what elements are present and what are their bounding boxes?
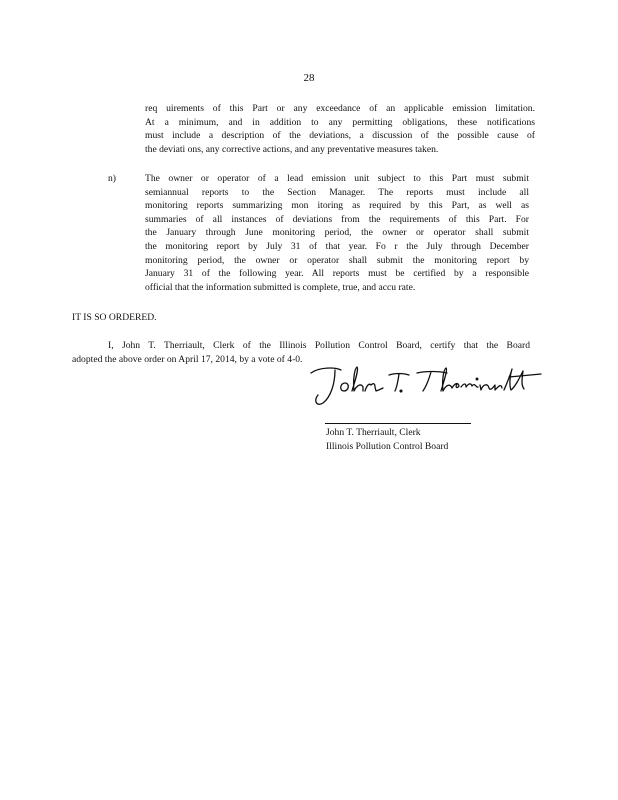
signer-organization: Illinois Pollution Control Board xyxy=(326,440,449,452)
handwritten-signature xyxy=(305,361,545,411)
text-line: the deviati ons, any corrective actions, and any preventative measures taken. xyxy=(145,143,439,155)
paragraph-n xyxy=(145,172,529,294)
paragraph-m xyxy=(145,102,535,156)
text-line: semiannual reports to the Section Manager. The reports must include all xyxy=(145,186,529,198)
text-line: monitoring reports summarizing mon itoring as required by this Part, as well as xyxy=(145,200,529,212)
text-line: January 31 of the following year. All reports must be certified by a responsible xyxy=(145,268,529,280)
text-line: monitoring period, the owner or operator shall submit the monitoring report by xyxy=(145,254,529,266)
text-line: summaries of all instances of deviations from the requirements of this Part. For xyxy=(145,213,529,225)
text-line: the January through June monitoring period, the owner or operator shall submit xyxy=(145,227,529,239)
text-line: The owner or operator of a lead emission unit subject to this Part must submit xyxy=(145,173,529,184)
signer-block xyxy=(326,426,448,453)
paragraph-n-label: n) xyxy=(108,173,116,184)
text-line: the monitoring report by July 31 of that year. Fo r the July through December xyxy=(145,240,529,252)
text-line: official that the information submitted is complete, true, and accu rate. xyxy=(145,281,416,293)
so-ordered-heading: IT IS SO ORDERED. xyxy=(72,312,157,323)
text-line: At a minimum, and in addition to any permitting obligations, these notifications xyxy=(145,116,535,128)
signer-name-title: John T. Therriault, Clerk xyxy=(326,427,421,438)
text-line: I, John T. Therriault, Clerk of the Illinois Pollution Control Board, certify that the Board xyxy=(108,340,530,351)
text-line: req uirements of this Part or any exceedance of an applicable emission limitation. xyxy=(145,103,535,114)
text-line: must include a description of the deviations, a discussion of the possible cause of xyxy=(145,130,535,142)
text-line: adopted the above order on April 17, 2014, by a vote of 4-0. xyxy=(72,353,303,365)
signature-line xyxy=(325,423,471,424)
page-number: 28 xyxy=(303,72,315,84)
